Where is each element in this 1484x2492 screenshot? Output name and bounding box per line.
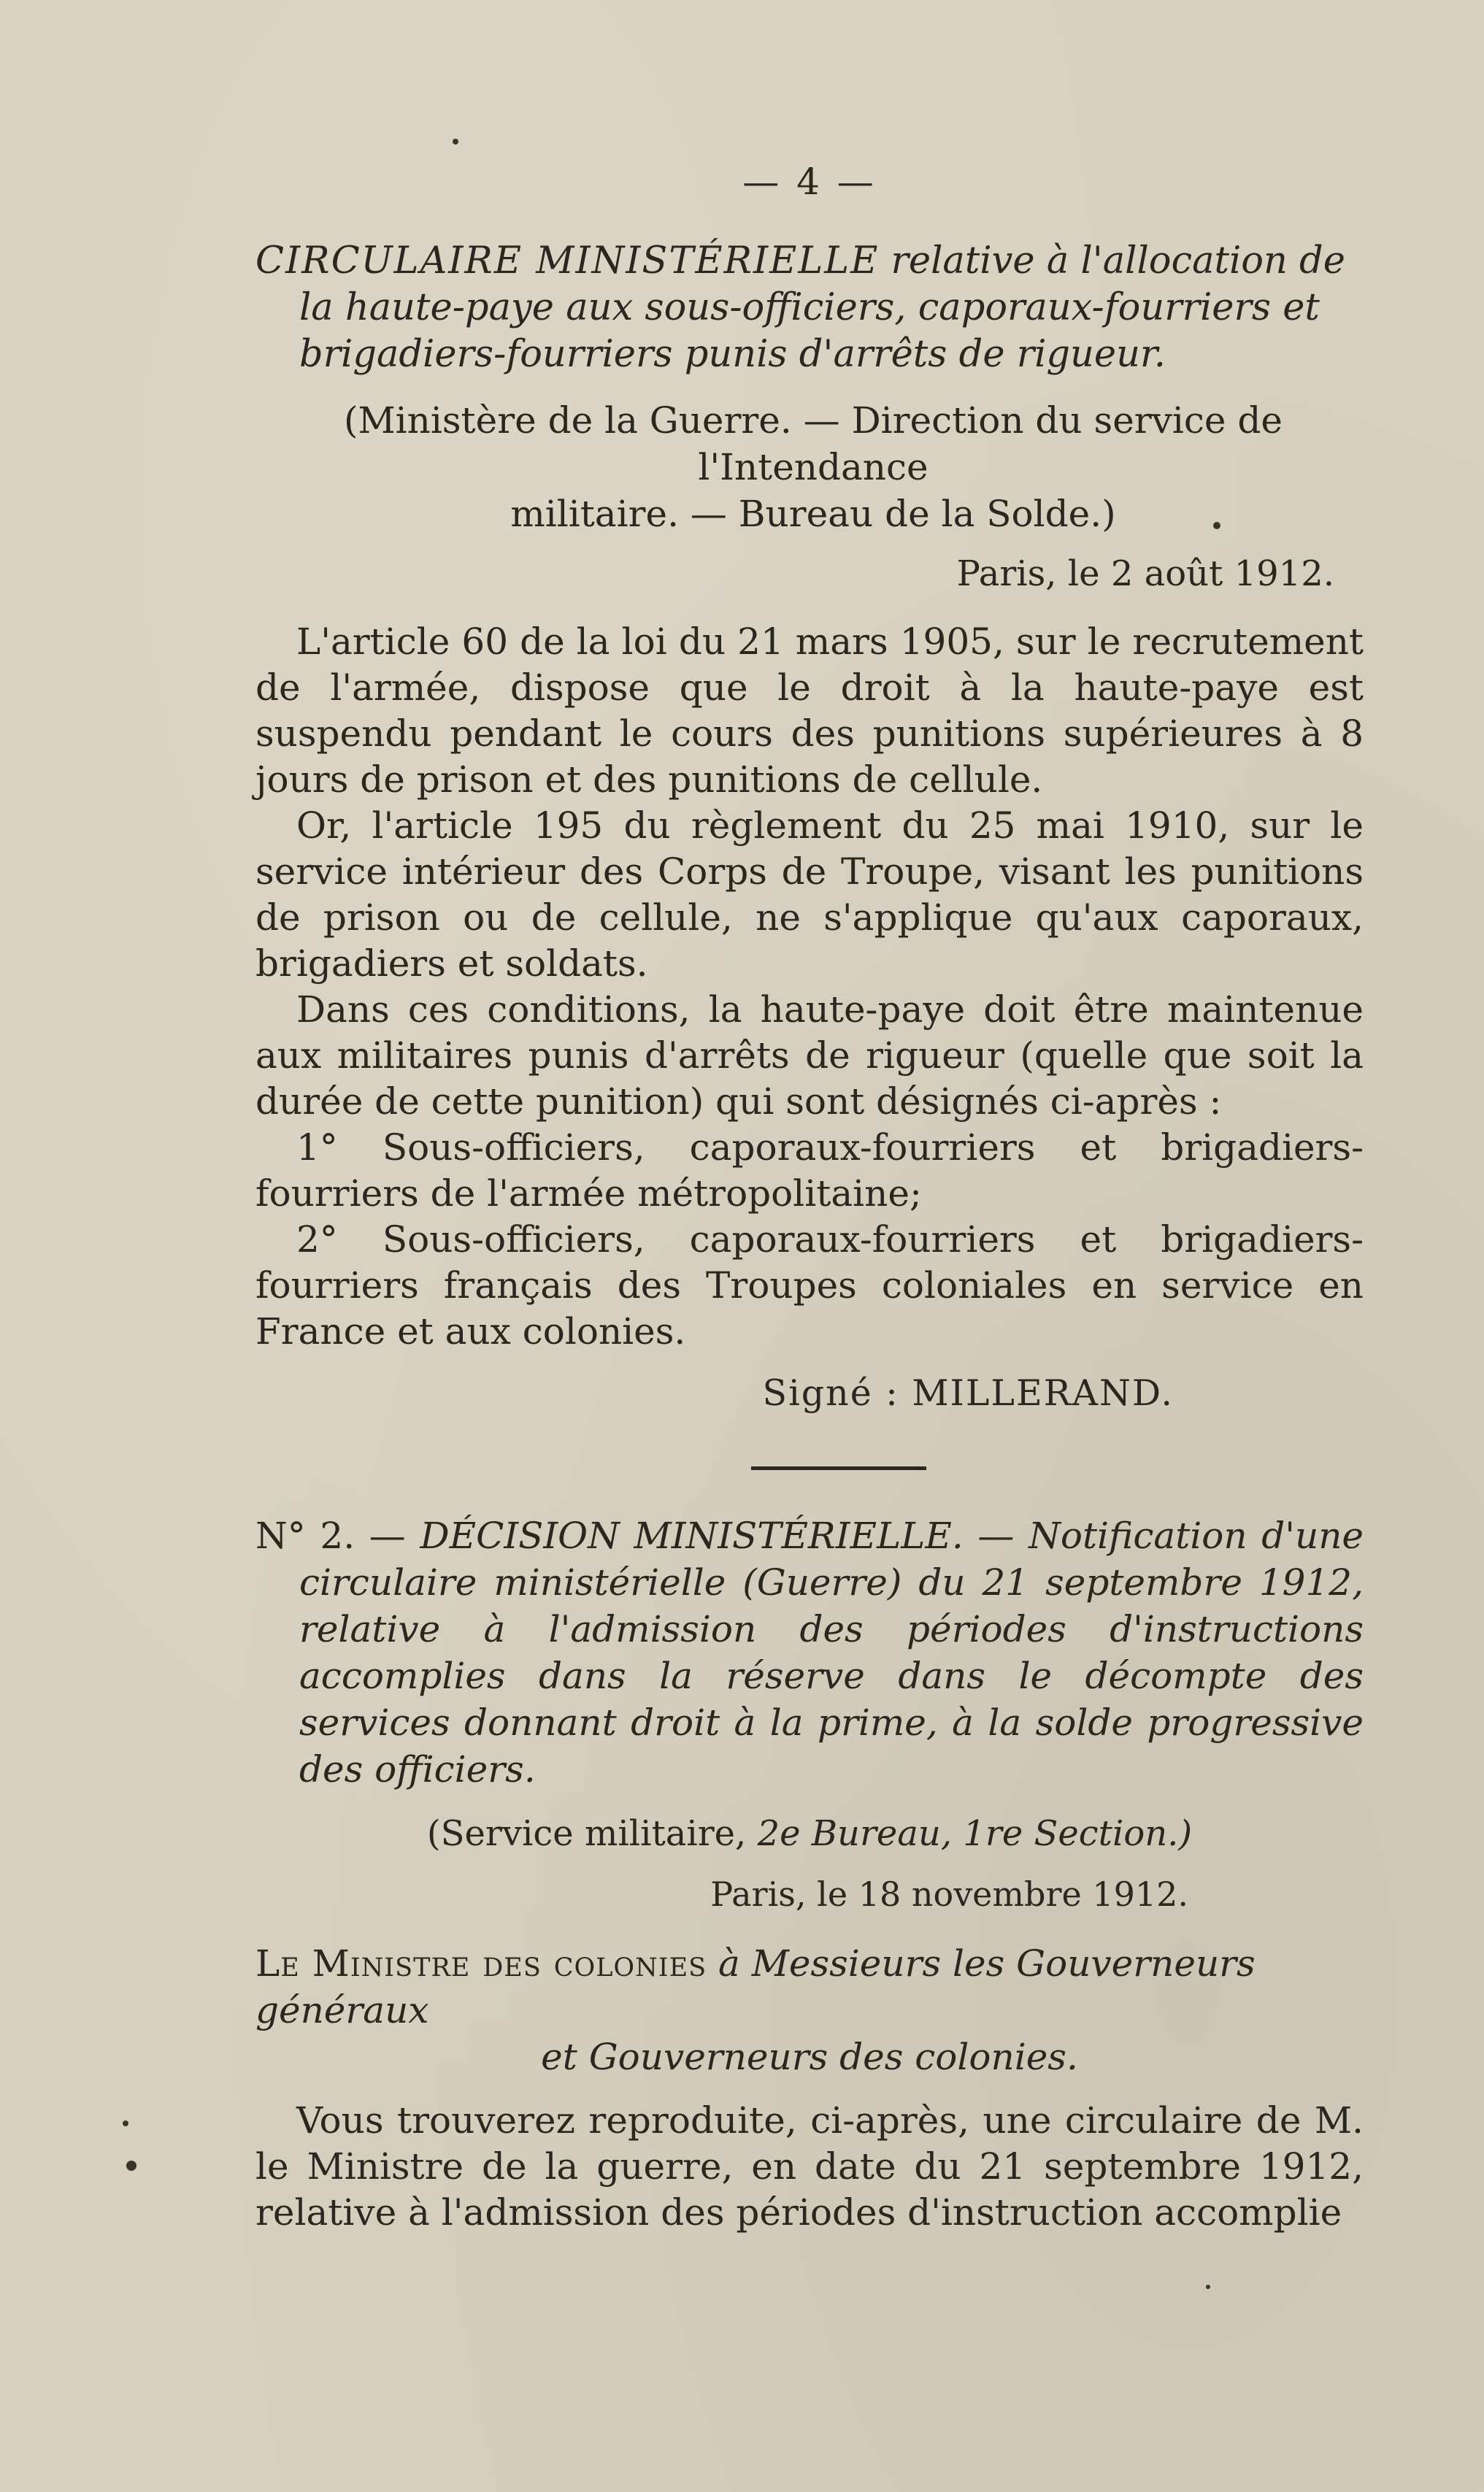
circular-title-rest: relative à l'allocation de la haute-paye aux sous-officiers, caporaux-fourriers et brigadiers-fourriers punis d'arrêts de rigueur.	[299, 239, 1345, 376]
decision-service-plain: (Service militaire,	[426, 1813, 758, 1854]
decision-number: N° 2. —	[255, 1515, 420, 1557]
ink-speck	[1206, 2285, 1210, 2289]
decision-service-italic: 2e Bureau, 1re Section.)	[757, 1813, 1193, 1854]
decision-address	[255, 1940, 1364, 2080]
section-divider	[751, 1466, 926, 1470]
decision-address-caps: Le Ministre des colonies	[255, 1942, 707, 1985]
circular-source	[255, 397, 1364, 537]
circular-signature: Signé : MILLERAND.	[762, 1372, 1174, 1414]
page-number: — 4 —	[742, 161, 877, 203]
decision-title-rest: . — Notification d'une circulaire ministérielle (Guerre) du 21 septembre 1912, relative à l'admission des périodes d'instructions accomplies dans la réserve dans le décompte des services donnant droit à la prime, à la solde progressive des officiers.	[299, 1515, 1364, 1791]
decision-heading	[255, 1512, 1364, 1793]
circular-source-line1: (Ministère de la Guerre. — Direction du service de l'Intendance	[343, 399, 1283, 488]
decision-paragraph: Vous trouverez reproduite, ci-après, une circulaire de M. le Ministre de la guerre, en date du 21 septembre 1912, relative à l'admission des périodes d'instruction accomplie	[255, 2099, 1364, 2234]
circular-paragraph: Dans ces conditions, la haute-paye doit être maintenue aux militaires punis d'arrêts de rigueur (quelle que soit la durée de cette punition) qui sont désignés ci-après :	[255, 988, 1364, 1123]
ink-speck	[453, 139, 458, 145]
decision-title-caps: DÉCISION MINISTÉRIELLE	[420, 1515, 952, 1557]
circular-dateline: Paris, le 2 août 1912.	[956, 553, 1334, 594]
ink-speck	[123, 2120, 128, 2126]
decision-dateline: Paris, le 18 novembre 1912.	[710, 1874, 1188, 1914]
decision-address-rest: à Messieurs les Gouverneurs généraux	[255, 1942, 1256, 2031]
circular-source-line2: militaire. — Bureau de la Solde.)	[510, 493, 1116, 535]
circular-paragraph: L'article 60 de la loi du 21 mars 1905, sur le recrutement de l'armée, dispose que le droit à la haute-paye est suspendu pendant le cours des punitions supérieures à 8 jours de prison et des punitions de cellule.	[255, 620, 1364, 801]
circular-paragraph: Or, l'article 195 du règlement du 25 mai 1910, sur le service intérieur des Corps de Troupe, visant les punitions de prison ou de cellule, ne s'applique qu'aux caporaux, brigadiers et soldats.	[255, 804, 1364, 985]
text-column	[255, 161, 1364, 2236]
circular-title	[255, 238, 1364, 378]
ink-speck	[126, 2161, 137, 2171]
decision-address-line2: et Gouverneurs des colonies.	[541, 2036, 1078, 2078]
circular-list-item: 2° Sous-officiers, caporaux-fourriers et brigadiers-fourriers français des Troupes coloniales en service en France et aux colonies.	[255, 1218, 1364, 1353]
circular-title-caps: CIRCULAIRE MINISTÉRIELLE	[255, 239, 880, 282]
decision-service	[255, 1813, 1364, 1854]
circular-list-item: 1° Sous-officiers, caporaux-fourriers et brigadiers-fourriers de l'armée métropolitaine;	[255, 1126, 1364, 1215]
